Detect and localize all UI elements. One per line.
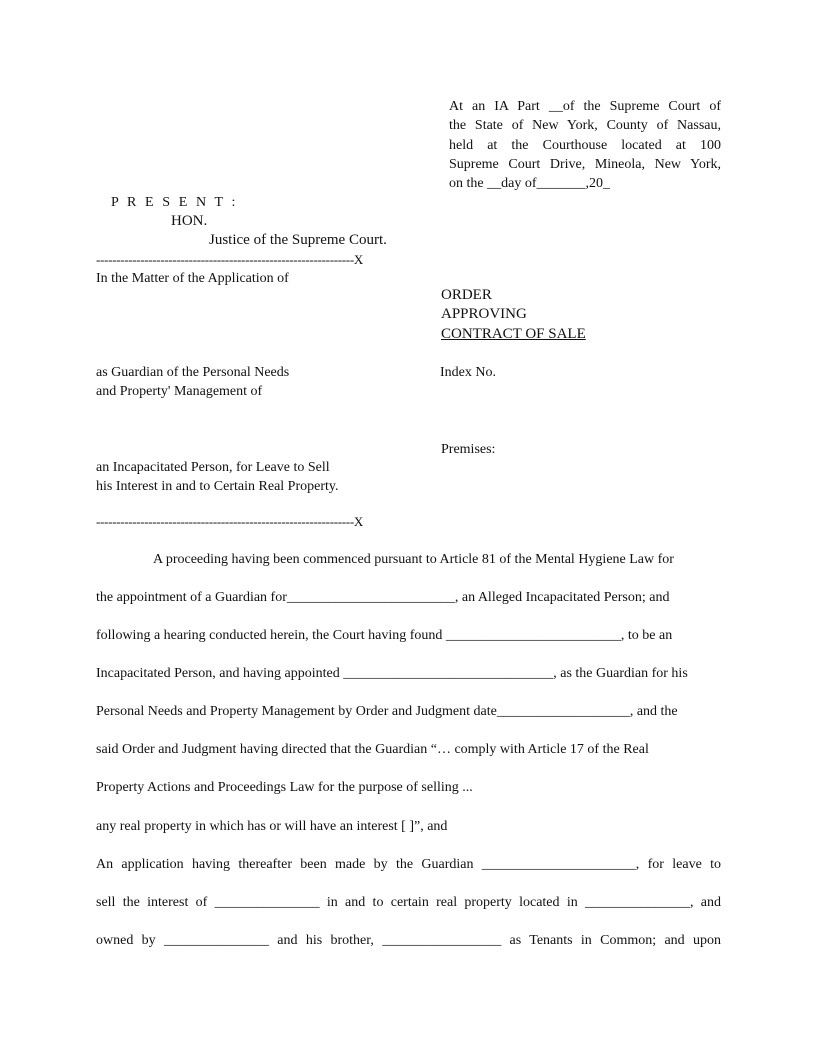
body-line-6: said Order and Judgment having directed that the Guardian “… comply with Article 17 of the Real <box>96 742 649 757</box>
justice-label: Justice of the Supreme Court. <box>209 232 387 248</box>
body-line-5: Personal Needs and Property Management by Order and Judgment date___________________, and the <box>96 704 678 719</box>
hon-label: HON. <box>171 213 208 229</box>
caption-separator-top: ----------------------------------------------------------------X <box>96 252 363 267</box>
court-header-line-5: on the __day of_______,20_ <box>449 176 610 192</box>
body-line-1: A proceeding having been commenced pursuant to Article 81 of the Mental Hygiene Law for <box>153 552 674 567</box>
index-number-label: Index No. <box>440 365 496 380</box>
order-title-line-2: APPROVING <box>441 306 527 322</box>
court-header-line-1: At an IA Part __of the Supreme Court of <box>449 99 721 114</box>
body-line-3: following a hearing conducted herein, the Court having found _________________________, to be an <box>96 628 673 643</box>
court-header-line-2: the State of New York, County of Nassau, <box>449 118 721 134</box>
body-line-8: any real property in which has or will have an interest [ ]”, and <box>96 819 448 834</box>
body-line-7: Property Actions and Proceedings Law for the purpose of selling ... <box>96 780 473 795</box>
premises-label: Premises: <box>441 442 496 457</box>
body-line-2: the appointment of a Guardian for________________________, an Alleged Incapacitated Person; and <box>96 590 670 605</box>
court-header <box>449 97 721 193</box>
court-header-line-3: held at the Courthouse located at 100 <box>449 137 721 153</box>
caption-guardian-line-1: as Guardian of the Personal Needs <box>96 365 290 380</box>
caption-incapacitated-line-2: his Interest in and to Certain Real Property. <box>96 479 339 494</box>
body-line-11: owned by _______________ and his brother, _________________ as Tenants in Common; and upon <box>96 933 721 948</box>
order-title-line-1: ORDER <box>441 287 492 303</box>
body-line-4: Incapacitated Person, and having appointed ______________________________, as the Guardian for his <box>96 666 688 681</box>
present-label: P R E S E N T : <box>111 195 239 210</box>
body-line-10: sell the interest of _______________ in and to certain real property located in _______________, and <box>96 895 721 910</box>
caption-incapacitated-line-1: an Incapacitated Person, for Leave to Sell <box>96 460 330 475</box>
caption-separator-bottom: ----------------------------------------------------------------X <box>96 514 363 529</box>
body-line-9: An application having thereafter been made by the Guardian ______________________, for leave to <box>96 857 721 872</box>
court-header-line-4: Supreme Court Drive, Mineola, New York, <box>449 156 721 172</box>
caption-guardian-line-2: and Property' Management of <box>96 384 263 399</box>
caption-matter: In the Matter of the Application of <box>96 271 289 286</box>
order-title-line-3: CONTRACT OF SALE <box>441 326 586 342</box>
